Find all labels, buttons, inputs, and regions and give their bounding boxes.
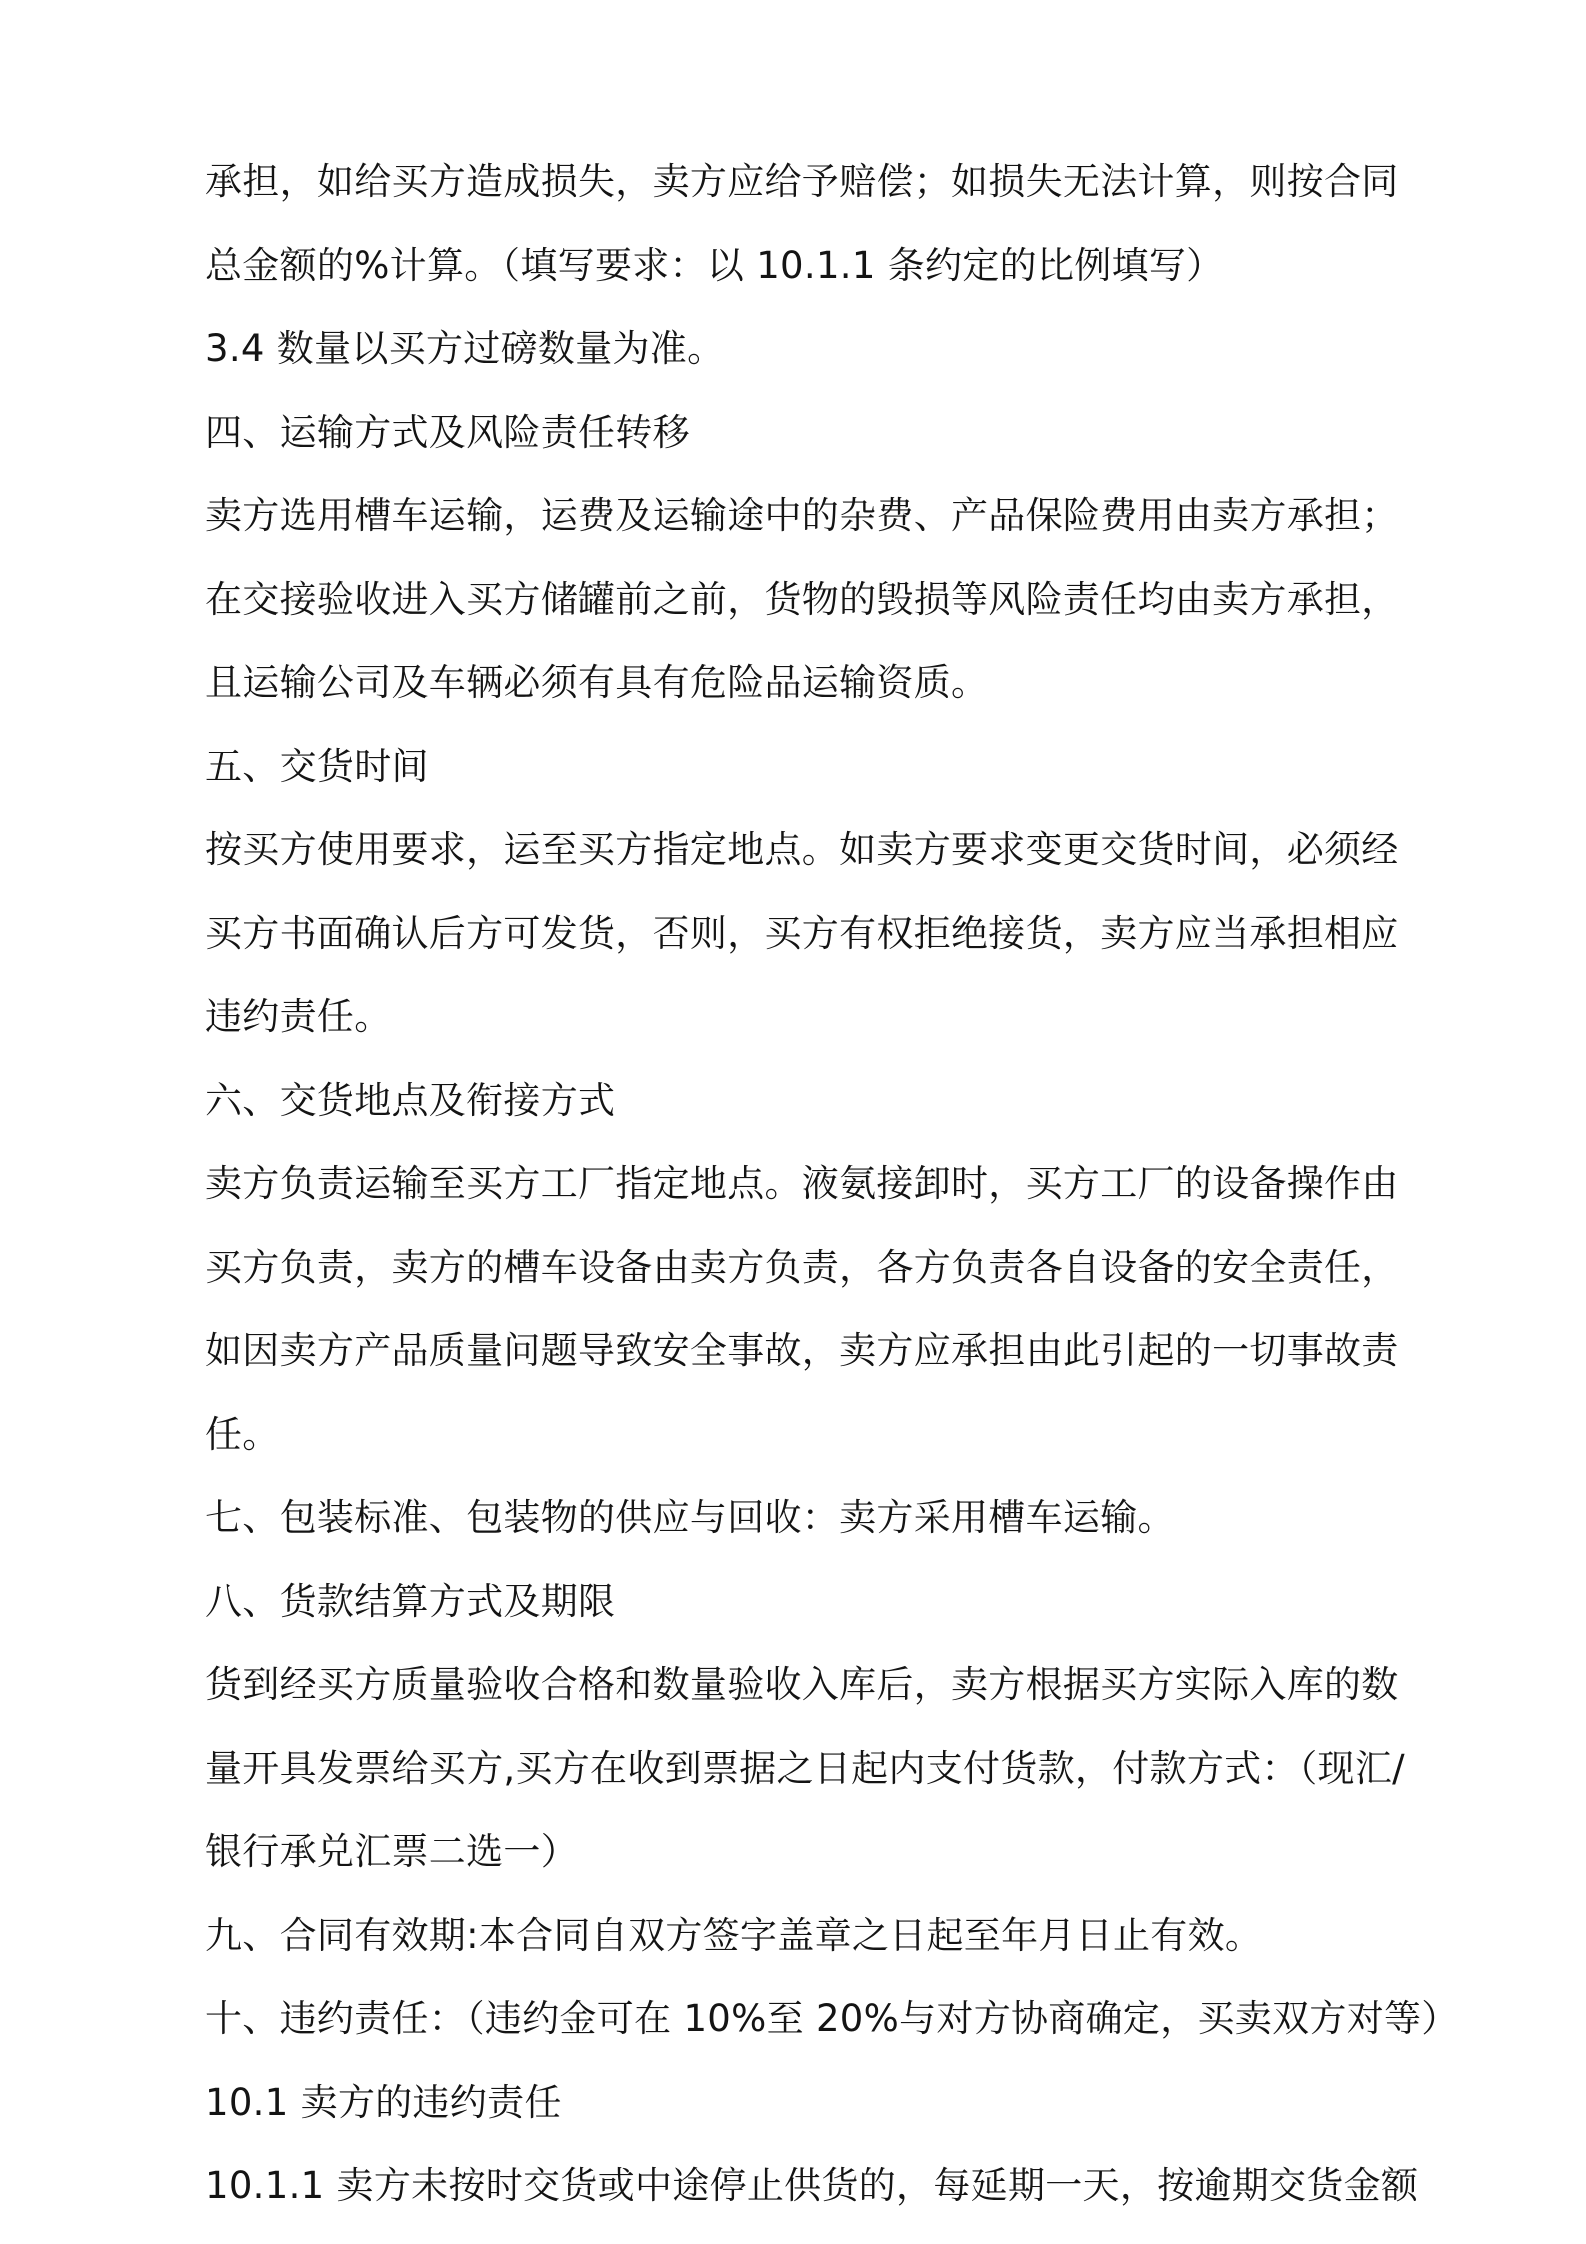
text-line: 在交接验收进入买方储罐前之前，货物的毁损等风险责任均由卖方承担， — [205, 577, 1399, 621]
text-line: 任。 — [205, 1412, 280, 1456]
text-line: 量开具发票给买方,买方在收到票据之日起内支付货款，付款方式：（现汇/ — [205, 1746, 1405, 1790]
text-line: 且运输公司及车辆必须有具有危险品运输资质。 — [205, 661, 989, 704]
text-line: 买方负责，卖方的槽车设备由卖方负责，各方负责各自设备的安全责任， — [205, 1245, 1399, 1289]
text-line: 总金额的%计算。（填写要求：以 10.1.1 条约定的比例填写） — [205, 243, 1224, 287]
text-line: 10.1.1 卖方未按时交货或中途停止供货的，每延期一天，按逾期交货金额 — [205, 2164, 1419, 2207]
text-line: 货到经买方质量验收合格和数量验收入库后，卖方根据买方实际入库的数 — [205, 1663, 1399, 1706]
section-heading: 八、货款结算方式及期限 — [205, 1579, 616, 1623]
text-line: 买方书面确认后方可发货，否则，买方有权拒绝接货，卖方应当承担相应 — [205, 911, 1399, 955]
text-line: 卖方选用槽车运输，运费及运输途中的杂费、产品保险费用由卖方承担； — [205, 494, 1399, 537]
section-heading: 七、包装标准、包装物的供应与回收：卖方采用槽车运输。 — [205, 1496, 1175, 1539]
text-line: 3.4 数量以买方过磅数量为准。 — [205, 327, 725, 370]
text-line: 卖方负责运输至买方工厂指定地点。液氨接卸时，买方工厂的设备操作由 — [205, 1162, 1399, 1205]
section-heading: 十、违约责任：（违约金可在 10%至 20%与对方协商确定，买卖双方对等） — [205, 1997, 1459, 2040]
text-line: 承担，如给买方造成损失，卖方应给予赔偿；如损失无法计算，则按合同 — [205, 160, 1399, 203]
section-heading: 九、合同有效期:本合同自双方签字盖章之日起至年月日止有效。 — [205, 1913, 1263, 1957]
document-body — [205, 140, 1459, 2228]
text-line: 按买方使用要求，运至买方指定地点。如卖方要求变更交货时间，必须经 — [205, 828, 1399, 871]
subsection-heading: 10.1 卖方的违约责任 — [205, 2080, 562, 2124]
text-line: 违约责任。 — [205, 995, 392, 1038]
text-line: 银行承兑汇票二选一） — [205, 1830, 578, 1873]
section-heading: 五、交货时间 — [205, 744, 429, 788]
section-heading: 六、交货地点及衔接方式 — [205, 1078, 616, 1122]
text-line: 如因卖方产品质量问题导致安全事故，卖方应承担由此引起的一切事故责 — [205, 1329, 1399, 1372]
section-heading: 四、运输方式及风险责任转移 — [205, 410, 690, 454]
